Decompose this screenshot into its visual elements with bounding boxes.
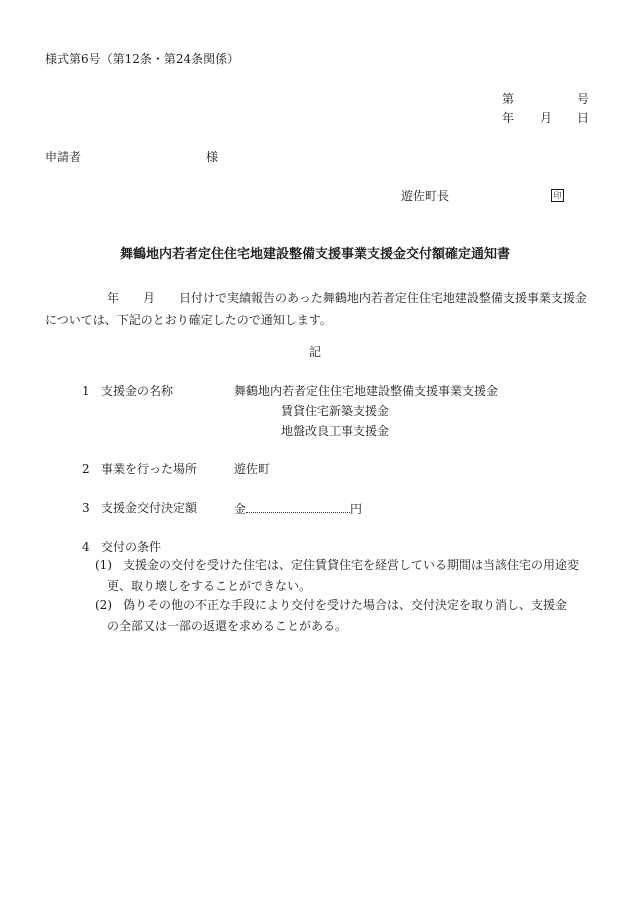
item-2-value: 遊佐町: [234, 462, 271, 476]
item-label: 交付の条件: [101, 540, 162, 554]
document-title: 舞鶴地内若者定住住宅地建設整備支援事業支援金交付額確定通知書: [119, 247, 510, 262]
item-label: 支援金の名称: [101, 384, 174, 398]
condition-2: [95, 596, 595, 615]
condition-number: (2): [95, 598, 112, 612]
amount-field: [234, 502, 362, 515]
item-1-sub-2: 地盤改良工事支援金: [281, 424, 390, 438]
date-year: 年: [502, 111, 515, 125]
item-1-label: [82, 385, 173, 397]
condition-1-cont: 更、取り壊しをすることができない。: [107, 579, 312, 593]
condition-2-cont: の全部又は一部の返還を求めることがある。: [107, 619, 348, 633]
issuer-name: 遊佐町長: [401, 189, 450, 203]
item-number: 2: [82, 462, 90, 476]
item-2-label: [82, 463, 197, 475]
item-3-label: [82, 502, 197, 514]
number-suffix: 号: [577, 92, 590, 106]
item-1-sub-1: 賃貸住宅新築支援金: [281, 404, 390, 418]
form-label: 様式第6号（第12条・第24条関係）: [45, 52, 240, 66]
condition-number: (1): [95, 558, 112, 572]
amount-blank: [246, 502, 350, 513]
item-4-label: [82, 541, 161, 553]
applicant-honorific: 様: [206, 150, 219, 164]
body-month: 月: [143, 291, 156, 305]
item-label: 支援金交付決定額: [101, 501, 198, 515]
applicant-label: 申請者: [45, 150, 82, 164]
date-day: 日: [577, 111, 590, 125]
item-number: 1: [82, 384, 90, 398]
number-prefix: 第: [502, 92, 515, 106]
condition-1: [95, 556, 595, 575]
seal-mark: 印: [551, 189, 564, 202]
ki-heading: 記: [308, 345, 321, 359]
body-year: 年: [107, 291, 120, 305]
item-1-value: 舞鶴地内若者定住住宅地建設整備支援事業支援金: [234, 384, 499, 398]
condition-text: 偽りその他の不正な手段により交付を受けた場合は、交付決定を取り消し、支援金: [123, 598, 568, 612]
condition-text: 支援金の交付を受けた住宅は、定住賃貸住宅を経営している期間は当該住宅の用途変: [123, 558, 580, 572]
body-text: 日付けで実績報告のあった舞鶴地内若者定住住宅地建設整備支援事業支援金については、下記のとおり確定したので通知します。: [45, 291, 587, 327]
item-label: 事業を行った場所: [101, 462, 198, 476]
item-number: 4: [82, 540, 90, 554]
amount-prefix: 金: [234, 502, 247, 516]
body-paragraph: [45, 287, 590, 331]
date-month: 月: [540, 111, 553, 125]
amount-suffix: 円: [350, 502, 363, 516]
item-number: 3: [82, 501, 90, 515]
